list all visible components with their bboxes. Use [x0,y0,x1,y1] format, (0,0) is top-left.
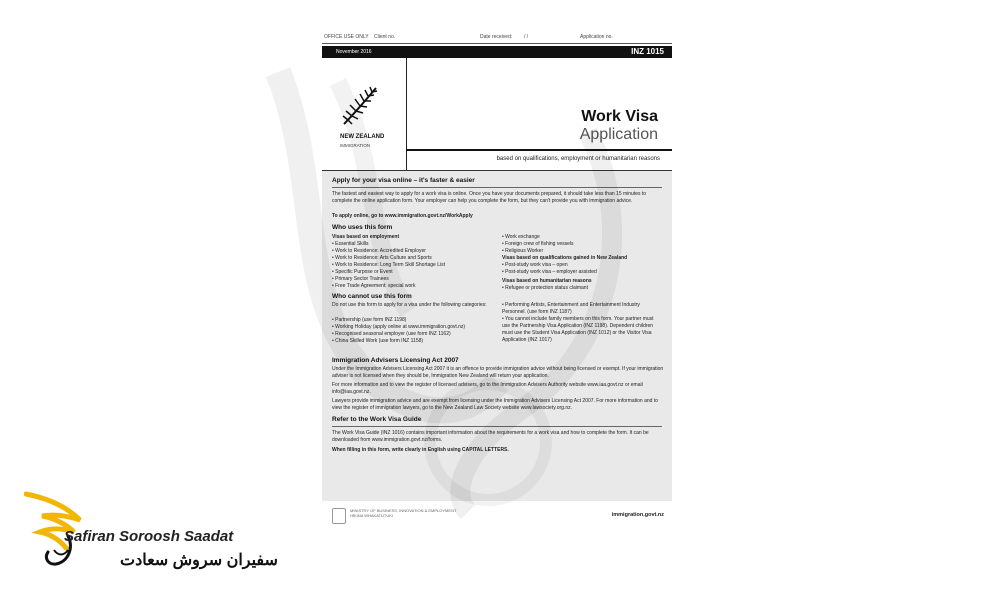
list-item: • Post-study work visa – open [502,262,568,268]
date-received-label: Date received: [480,34,513,40]
apply-online-heading: Apply for your visa online – it's faster & easier [332,177,475,184]
ministry-name [350,508,456,518]
list-item: • Work to Residence: Long Term Skill Shortage List [332,262,446,268]
guide-para: The Work Visa Guide (INZ 1016) contains important information about the requirements for a work visa and how to complete the form. It can be downloaded from www.immigration.govt.nz/forms. [332,430,649,443]
form-footer [322,502,672,532]
form-title-line1: Work Visa [581,108,658,125]
client-no-label: Client no. [374,34,396,40]
nz-crest-icon [332,508,346,524]
brand-logo [24,490,294,580]
list-item: • Primary Sector Trainees [332,276,389,282]
list-item: • You cannot include family members on this form. Your partner must use the Partnership Visa Application (INZ 1198). Dependent children must use the Student Visa Application (INZ 1012) or the Visitor Visa Application (INZ 1017) [502,316,654,343]
cannot-use-list [332,317,497,345]
humanitarian-heading: Visas based on humanitarian reasons [502,278,592,284]
list-item: • Recognised seasonal employer (use form INZ 1162) [332,331,451,337]
header-divider [406,58,407,170]
form-header [322,58,672,170]
list-item: • Partnership (use form INZ 1198) [332,317,407,323]
list-item: • Religious Worker [502,248,544,254]
cannot-use-heading: Who cannot use this form [332,293,412,300]
employment-visas-heading: Visas based on employment [332,234,400,240]
nz-immigration-logo [332,84,392,174]
capital-letters-note: When filling in this form, write clearly in English using CAPITAL LETTERS. [332,447,509,453]
form-body [322,170,672,501]
list-item: • Refugee or protection status claimant [502,285,588,291]
list-item: • Specific Purpose or Event [332,269,393,275]
nz-qualification-heading: Visas based on qualifications gained in New Zealand [502,255,628,261]
ministry-maori: HĪKINA WHAKATUTUKI [350,513,394,518]
list-item: • Foreign crew of fishing vessels [502,241,574,247]
advisers-para-1: Under the Immigration Advisers Licensing Act 2007 it is an offence to provide immigration advice without being licensed or exempt. If your immigration adviser is not licensed when they should be, Immigration New Zealand will return your application. [332,366,664,379]
employment-list [332,241,445,290]
advisers-para-3: Lawyers provide immigration advice and are exempt from licensing under the Immigration Advisers Licensing Act 2007. For more information and to view the register of immigration lawyers, go to the New Zealand Law Society website www.lawsociety.org.nz. [332,398,658,411]
list-item: • Essential Skills [332,241,369,247]
divider [332,187,662,188]
employment-list-continued [502,234,574,255]
list-item: • Free Trade Agreement: special work [332,283,416,289]
list-item: • Performing Artists, Entertainment and Entertainment Industry Personnel. (use form INZ 1187) [502,302,640,315]
form-date: November 2016 [336,49,372,55]
apply-online-link[interactable]: To apply online, go to www.immigration.govt.nz/WorkApply [332,213,473,219]
list-item: • Work to Residence: Accredited Employer [332,248,426,254]
office-use-strip [322,33,672,44]
silver-fern-icon [340,84,380,128]
office-use-label: OFFICE USE ONLY [324,34,369,40]
form-subtitle: based on qualifications, employment or humanitarian reasons [496,156,660,162]
form-page [314,28,674,533]
header-bar [322,46,672,58]
date-received-slashes: / / [524,34,529,40]
humanitarian-list [502,285,588,292]
cannot-use-list-right [502,302,662,344]
cannot-use-intro: Do not use this form to apply for a visa under the following categories: [332,302,487,308]
brand-name-fa: سفیران سروش سعادت [120,552,278,569]
advisers-para-2: For more information and to view the register of licensed advisers, go to the Immigration Advisers Authority website www.iaa.govt.nz or email info@iaa.govt.nz. [332,382,643,395]
list-item: • Work to Residence: Arts Culture and Sports [332,255,432,261]
application-no-label: Application no. [580,34,613,40]
brand-name-en: Safiran Soroosh Saadat [64,528,234,545]
nz-qualification-list [502,262,597,276]
list-item: • Work exchange [502,234,540,240]
list-item: • Working Holiday (apply online at www.immigration.govt.nz) [332,324,466,330]
list-item: • China Skilled Work (use form INZ 1158) [332,338,424,344]
advisers-heading: Immigration Advisers Licensing Act 2007 [332,357,459,364]
apply-online-text: The fastest and easiest way to apply for a work visa is online. Once you have your documents prepared, it should take less than 15 minutes to complete the online application form. Your employer can help you complete the form, but they can't provide you with immigration advice. [332,191,647,204]
divider [332,426,662,427]
ministry-line: MINISTRY OF BUSINESS, INNOVATION & EMPLOYMENT [350,508,457,513]
footer-website[interactable]: immigration.govt.nz [611,512,664,518]
title-rule [406,149,672,151]
form-title-line2: Application [579,126,658,143]
list-item: • Post-study work visa – employer assisted [502,269,597,275]
who-uses-heading: Who uses this form [332,224,393,231]
form-code: INZ 1015 [631,47,664,56]
logo-country: NEW ZEALAND [340,134,385,140]
guide-heading: Refer to the Work Visa Guide [332,416,422,423]
logo-agency: IMMIGRATION [340,143,371,148]
